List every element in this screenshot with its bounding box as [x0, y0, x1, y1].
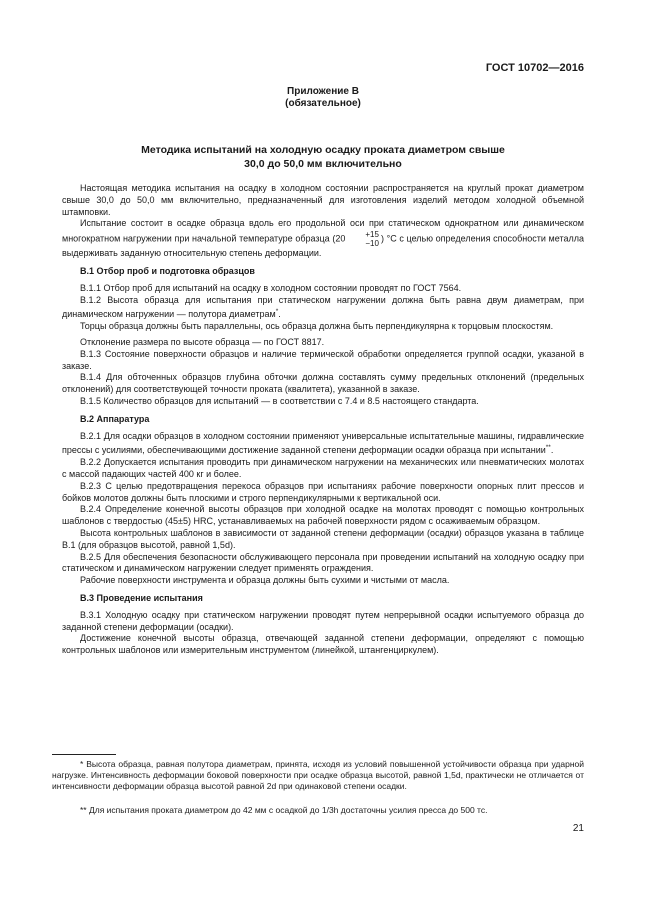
temperature-tolerance: [347, 230, 379, 248]
method-title-line1: Методика испытаний на холодную осадку проката диаметром свыше: [141, 144, 505, 156]
footnote-mark-1: *: [275, 308, 279, 316]
intro-p2-start: Испытание состоит в осадке образца вдоль его продольной оси при статическом однократном или динамическом многократном нагружении при начальной температуре образца (20: [62, 218, 584, 244]
annex-status: (обязательное): [285, 98, 361, 109]
b1-paragraph-3: Торцы образца должны быть параллельны, ось образца должна быть перпендикулярна к торцовым плоскостям.: [80, 321, 554, 332]
b3-paragraph-1: В.3.1 Холодную осадку при статическом нагружении проводят путем непрерывной осадки испытуемого образца до заданной степени деформации (осадки).: [62, 609, 584, 632]
footnote-2: ** Для испытания проката диаметром до 42 мм с осадкой до 1/3h достаточны усилия пресса до 500 тс.: [80, 805, 488, 815]
intro-paragraph-1: Настоящая методика испытания на осадку в холодном состоянии распространяется на круглый прокат диаметром свыше 30,0 до 50,0 мм включительно, предназначенный для изготовления изделий методом холодной объемной штамповки.: [62, 183, 584, 217]
b1-paragraph-1: В.1.1 Отбор проб для испытаний на осадку в холодном состоянии проводят по ГОСТ 7564.: [80, 282, 462, 293]
footnote-mark-2: **: [545, 444, 551, 452]
intro-p2-end: ) °С с целью определения способности металла выдерживать заданную относительную степень деформации.: [62, 233, 584, 259]
section-b3-heading: В.3 Проведение испытания: [80, 592, 203, 603]
annex-heading: [0, 86, 646, 110]
footnote-separator: [52, 754, 116, 755]
page-number: 21: [572, 823, 584, 834]
section-b1-heading: В.1 Отбор проб и подготовка образцов: [80, 265, 255, 276]
b2-paragraph-4: В.2.4 Определение конечной высоты образцов при холодной осадке на молотах проводят с помощью контрольных шаблонов с твердостью (45±5) HRC, устанавливаемых на рабочей поверхности рядом с осаживаемым образцом.: [62, 504, 584, 527]
standard-header: ГОСТ 10702—2016: [485, 62, 584, 74]
b1-paragraph-6: В.1.4 Для обточенных образцов глубина обточки должна составлять сумму предельных отклонений (предельных отклонений) для соответствующей точности проката (квалитета), указанной в заказе.: [62, 372, 584, 395]
b2-paragraph-6: В.2.5 Для обеспечения безопасности обслуживающего персонала при проведении испытаний на холодную осадку при статическом и динамическом нагружении следует применять ограждения.: [62, 551, 584, 574]
b1-p2-text: В.1.2 Высота образца для испытания при статическом нагружении должна быть равна двум диаметрам, при динамическом нагружении — полутора диаметрам: [62, 294, 584, 320]
b1-paragraph-4: Отклонение размера по высоте образца — по ГОСТ 8817.: [80, 336, 325, 347]
annex-title: Приложение В: [287, 86, 359, 97]
b1-paragraph-2: В.1.2 Высота образца для испытания при статическом нагружении должна быть равна двум диаметрам, при динамическом нагружении — полутора диаметрам*.: [62, 294, 584, 320]
method-title: [80, 143, 566, 171]
section-b2-heading: В.2 Аппаратура: [80, 413, 150, 424]
b2-p1-text: В.2.1 Для осадки образцов в холодном состоянии применяют универсальные испытательные машины, гидравлические прессы с усилиями, обеспечивающими достижение заданной степени деформации осадки образца при испытании: [62, 430, 584, 456]
b3-paragraph-2: Достижение конечной высоты образца, отвечающей заданной степени деформации, определяют с помощью контрольных шаблонов или измерительным инструментом (линейкой, штангенциркулем).: [62, 633, 584, 656]
b1-paragraph-5: В.1.3 Состояние поверхности образцов и наличие термической обработки определяется группой осадки, указаной в заказе.: [62, 348, 584, 371]
tolerance-plus: +15: [365, 230, 379, 240]
b2-paragraph-3: В.2.3 С целью предотвращения перекоса образцов при испытаниях рабочие поверхности опорных плит прессов и бойков молотов должны быть плоскими и строго перпендикулярными к вертикальной оси.: [62, 480, 584, 503]
b1-paragraph-7: В.1.5 Количество образцов для испытаний — в соответствии с 7.4 и 8.5 настоящего стандарта.: [80, 395, 479, 406]
document-body: [62, 183, 584, 657]
method-title-line2: 30,0 до 50,0 мм включительно: [244, 158, 402, 170]
b2-paragraph-5: Высота контрольных шаблонов в зависимости от заданной степени деформации (осадки) образцов указана в таблице В.1 (для образцов высотой, равной 1,5d).: [62, 527, 584, 550]
b2-paragraph-1: В.2.1 Для осадки образцов в холодном состоянии применяют универсальные испытательные машины, гидравлические прессы с усилиями, обеспечивающими достижение заданной степени деформации осадки образца при испытании**.: [62, 430, 584, 456]
b2-paragraph-2: В.2.2 Допускается испытания проводить при динамическом нагружении на механических или пневматических молотах с массой падающих частей 400 кг и более.: [62, 457, 584, 479]
b2-paragraph-7: Рабочие поверхности инструмента и образца должны быть сухими и чистыми от масла.: [80, 575, 450, 586]
tolerance-minus: −10: [365, 239, 379, 249]
footnote-1: * Высота образца, равная полутора диаметрам, принята, исходя из условий повышенной устойчивости образца при ударной нагрузке. Интенсивность деформации боковой поверхности при осадке образца высотой, равной 1,5d, практически не отличается от интенсивности деформации образца высотой равной 2d при одинаковой степени осадки.: [52, 759, 584, 791]
intro-paragraph-2: [62, 218, 584, 260]
